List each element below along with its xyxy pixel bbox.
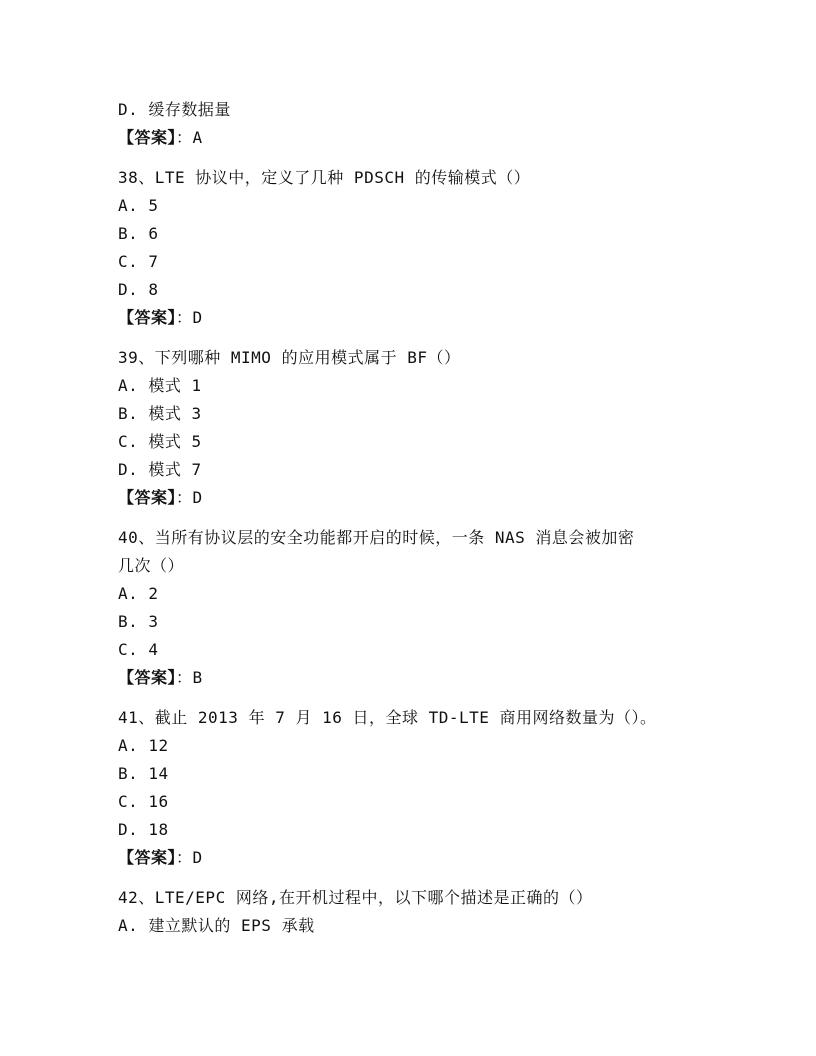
answer-line <box>118 844 718 872</box>
answer-separator: ： <box>176 488 193 507</box>
answer-line <box>118 304 718 332</box>
question-41-stem: 41、截止 2013 年 7 月 16 日，全球 TD-LTE 商用网络数量为（）。 <box>118 708 657 727</box>
answer-value: D <box>192 488 203 507</box>
option-b: B. 6 <box>118 224 159 243</box>
option-a: A. 2 <box>118 584 159 603</box>
option-d: D. 18 <box>118 820 169 839</box>
option-d: D. 缓存数据量 <box>118 100 231 119</box>
option-c: C. 4 <box>118 640 159 659</box>
option-d: D. 8 <box>118 280 159 299</box>
answer-separator: ： <box>176 848 193 867</box>
answer-separator: ： <box>176 308 193 327</box>
answer-value: A <box>192 128 203 147</box>
question-40-stem-line-1: 40、当所有协议层的安全功能都开启的时候，一条 NAS 消息会被加密 <box>118 528 635 547</box>
question-42-stem: 42、LTE/EPC 网络,在开机过程中，以下哪个描述是正确的（） <box>118 888 593 907</box>
answer-separator: ： <box>176 128 193 147</box>
question-38-stem: 38、LTE 协议中，定义了几种 PDSCH 的传输模式（） <box>118 168 531 187</box>
answer-label: 【答案】 <box>118 488 177 507</box>
option-d: D. 模式 7 <box>118 460 202 479</box>
option-b: B. 3 <box>118 612 159 631</box>
answer-label: 【答案】 <box>118 668 177 687</box>
option-b: B. 14 <box>118 764 169 783</box>
option-c: C. 7 <box>118 252 159 271</box>
answer-label: 【答案】 <box>118 308 177 327</box>
option-a: A. 建立默认的 EPS 承载 <box>118 916 315 935</box>
question-39-stem: 39、下列哪种 MIMO 的应用模式属于 BF（） <box>118 348 461 367</box>
option-a: A. 模式 1 <box>118 376 202 395</box>
option-c: C. 模式 5 <box>118 432 202 451</box>
answer-line <box>118 664 718 692</box>
option-c: C. 16 <box>118 792 169 811</box>
question-40-stem-line-2: 几次（） <box>118 556 185 575</box>
option-a: A. 12 <box>118 736 169 755</box>
answer-value: D <box>192 308 203 327</box>
answer-line <box>118 124 718 152</box>
answer-label: 【答案】 <box>118 128 177 147</box>
answer-separator: ： <box>176 668 193 687</box>
answer-line <box>118 484 718 512</box>
option-b: B. 模式 3 <box>118 404 202 423</box>
answer-value: D <box>192 848 203 867</box>
document-page <box>118 96 718 940</box>
answer-value: B <box>192 668 203 687</box>
answer-label: 【答案】 <box>118 848 177 867</box>
option-a: A. 5 <box>118 196 159 215</box>
